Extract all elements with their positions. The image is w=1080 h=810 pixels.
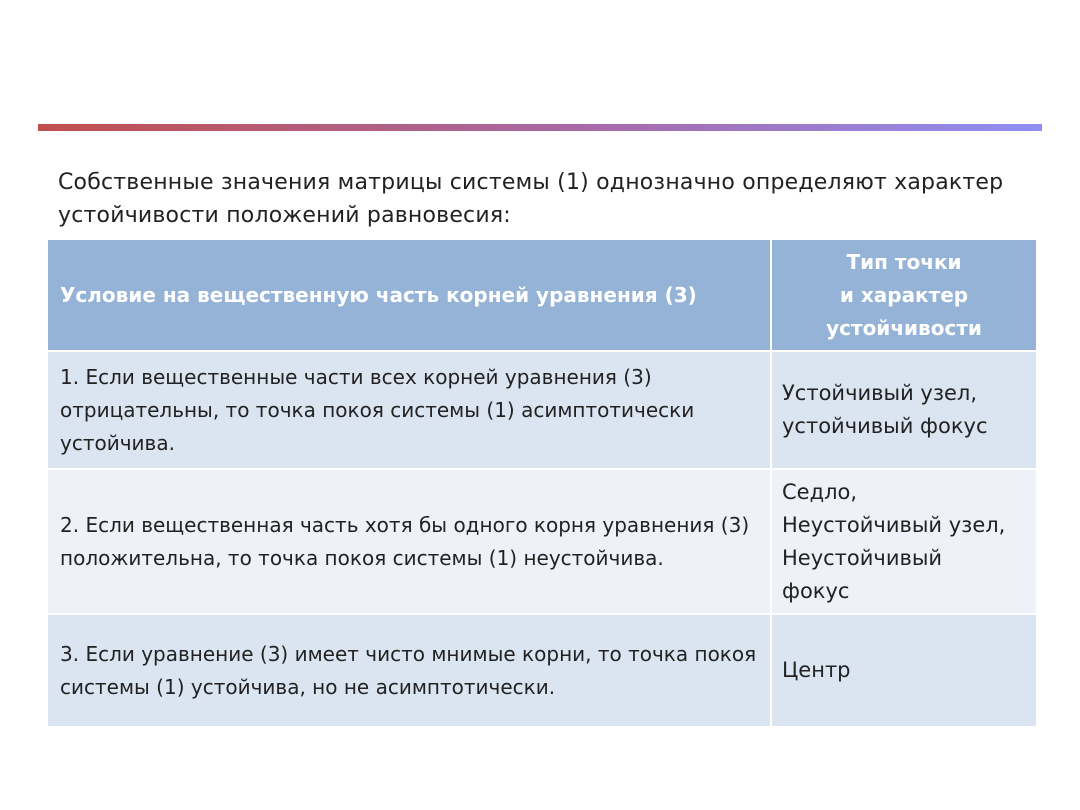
condition-cell: 3. Если уравнение (3) имеет чисто мнимые корни, то точка покоя системы (1) устойчива, но не асимптотически. [47, 614, 771, 727]
type-cell [771, 469, 1037, 614]
type-line: Неустойчивый узел, [782, 512, 1006, 537]
type-line: устойчивый фокус [782, 414, 988, 438]
type-line: Неустойчивый [782, 545, 943, 570]
header-type-line: Тип точки [846, 249, 962, 274]
type-line: фокус [782, 578, 850, 603]
header-type-line: устойчивости [826, 315, 982, 340]
header-condition: Условие на вещественную часть корней уравнения (3) [47, 239, 771, 351]
type-line: Устойчивый узел, [782, 381, 978, 405]
type-cell [771, 614, 1037, 727]
table-header-row [47, 239, 1037, 351]
type-cell [771, 351, 1037, 469]
header-type [771, 239, 1037, 351]
title-divider-line [38, 124, 1042, 131]
condition-cell: 1. Если вещественные части всех корней уравнения (3) отрицательны, то точка покоя системы (1) асимптотически устойчива. [47, 351, 771, 469]
condition-cell: 2. Если вещественная часть хотя бы одного корня уравнения (3) положительна, то точка покоя системы (1) неустойчива. [47, 469, 771, 614]
table-row [47, 469, 1037, 614]
stability-table [46, 238, 1038, 728]
type-line: Центр [782, 658, 851, 682]
header-type-line: и характер [839, 282, 969, 307]
table-row [47, 351, 1037, 469]
table-row [47, 614, 1037, 727]
intro-paragraph: Собственные значения матрицы системы (1) однозначно определяют характер устойчивости положений равновесия: [58, 170, 1004, 228]
type-line: Седло, [782, 479, 858, 504]
